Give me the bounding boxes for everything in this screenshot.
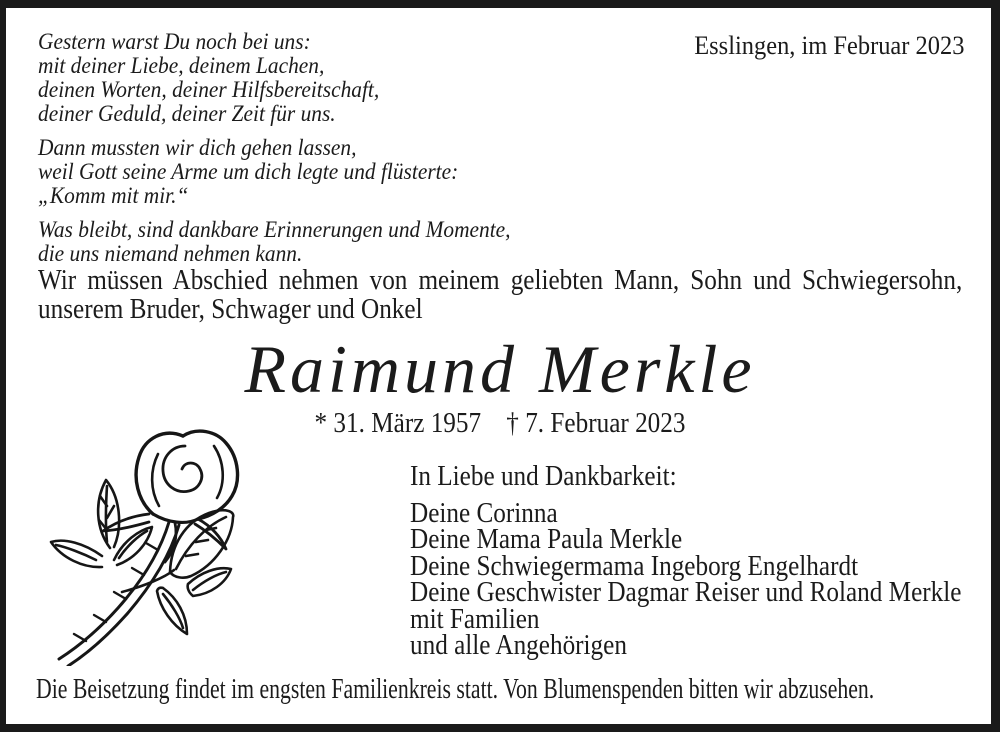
funeral-note: Die Beisetzung findet im engsten Familienkreis statt. Von Blumenspenden bitten wir abzusehen. [36,673,875,705]
poem-line: mit deiner Liebe, deinem Lachen, [38,53,325,78]
mourner-line: und alle Angehörigen [410,630,627,661]
intro-paragraph [38,266,962,324]
rose-icon [46,426,266,666]
poem-line: deinen Worten, deiner Hilfsbereitschaft, [38,77,380,102]
poem-line: deiner Geduld, deiner Zeit für uns. [38,101,336,126]
mourner-line: mit Familien [410,603,540,635]
closing-block [410,461,962,661]
poem-stanza-3 [38,218,511,266]
birth-date: * 31. März 1957 [314,408,482,439]
poem-line: die uns niemand nehmen kann. [38,241,303,266]
place-dateline: Esslingen, im Februar 2023 [693,31,964,60]
poem-line: Gestern warst Du noch bei uns: [38,29,311,54]
deceased-name: Raimund Merkle [244,331,756,407]
mourner-line: Deine Corinna [410,497,558,529]
mourner-line: Deine Geschwister Dagmar Reiser und Roland Merkle [410,577,962,608]
death-date: † 7. Februar 2023 [506,408,686,439]
memorial-poem [38,30,511,266]
intro-line: unserem Bruder, Schwager und Onkel [38,294,423,325]
poem-line: „Komm mit mir.“ [38,183,189,208]
poem-stanza-2 [38,136,511,208]
poem-line: Was bleibt, sind dankbare Erinnerungen und Momente, [38,217,511,242]
poem-line: weil Gott seine Arme um dich legte und flüsterte: [38,159,459,184]
mourner-line: Deine Schwiegermama Ingeborg Engelhardt [410,550,859,582]
poem-line: Dann mussten wir dich gehen lassen, [38,135,357,160]
poem-stanza-1 [38,30,511,126]
mourner-line: Deine Mama Paula Merkle [410,524,683,555]
intro-line: Wir müssen Abschied nehmen von meinem geliebten Mann, Sohn und Schwiegersohn, [38,265,963,296]
closing-salutation: In Liebe und Dankbarkeit: [410,461,677,492]
